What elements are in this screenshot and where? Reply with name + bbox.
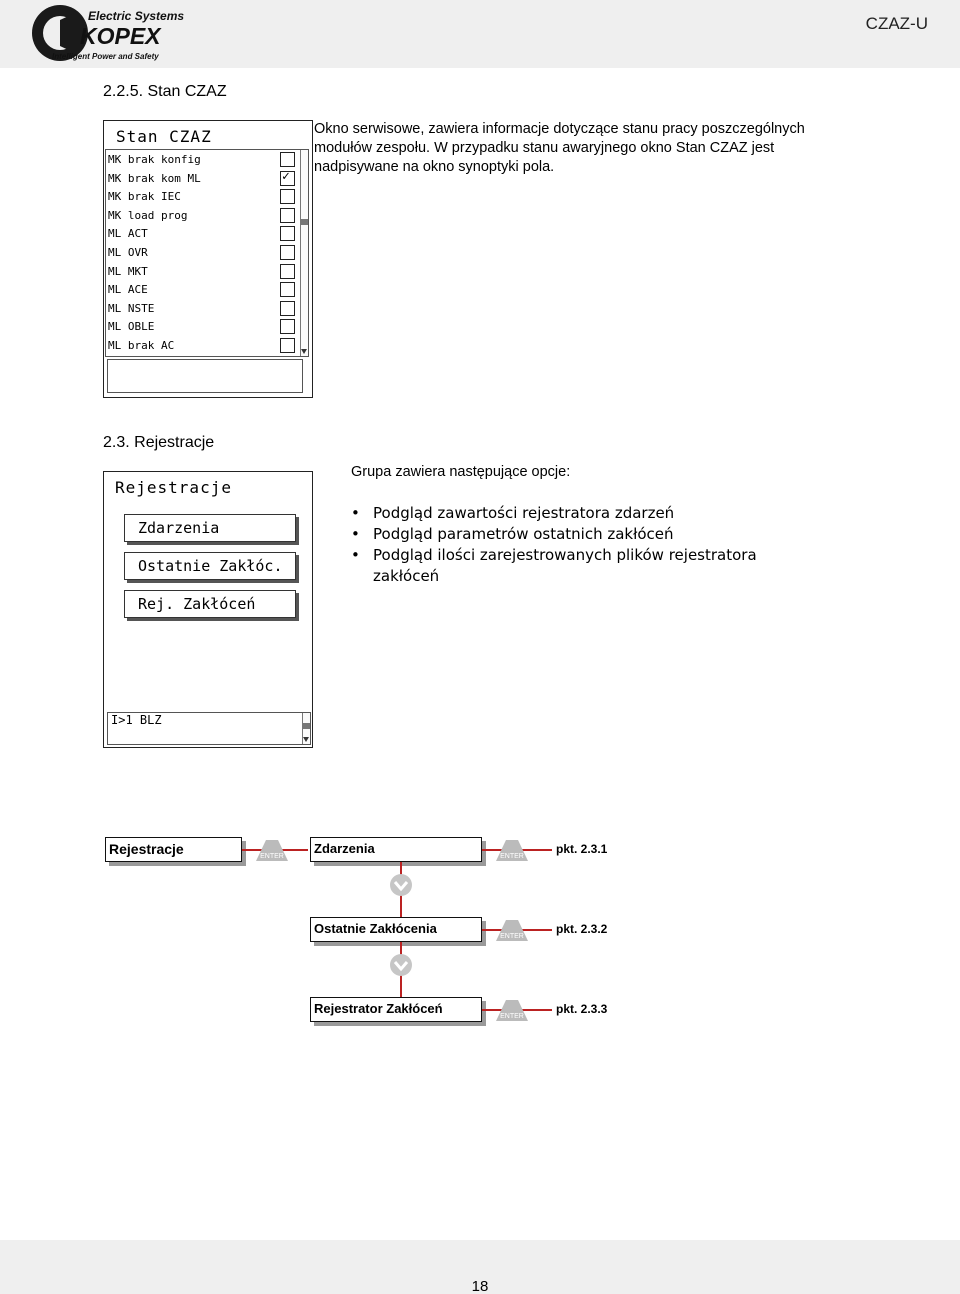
status-row-label: MK brak konfig bbox=[108, 153, 201, 166]
option-item: • Podgląd zawartości rejestratora zdarzeń bbox=[351, 503, 821, 524]
flow-box-ostatnie-zaklocenia: Ostatnie Zakłócenia bbox=[310, 917, 482, 942]
menu-button-zdarzenia[interactable]: Zdarzenia bbox=[124, 514, 296, 542]
status-rows bbox=[104, 151, 314, 361]
svg-text:ENTER: ENTER bbox=[260, 853, 284, 860]
option-item: • Podgląd ilości zarejestrowanych plików rejestratora zakłóceń bbox=[351, 545, 821, 587]
status-checkbox[interactable] bbox=[280, 338, 295, 353]
section-title-rejestracje: 2.3. Rejestracje bbox=[103, 434, 215, 451]
document-code: CZAZ-U bbox=[865, 14, 928, 33]
status-text: I>1 BLZ bbox=[111, 713, 162, 727]
status-row-label: ML NSTE bbox=[108, 301, 155, 315]
status-checkbox[interactable] bbox=[280, 319, 295, 334]
menu-button-ostatnie-zaklocenia[interactable]: Ostatnie Zakłóc. bbox=[124, 552, 296, 580]
enter-key-icon bbox=[490, 918, 534, 942]
status-scrollbar[interactable] bbox=[302, 713, 310, 744]
status-checkbox[interactable] bbox=[280, 208, 295, 223]
enter-key-icon bbox=[250, 838, 294, 862]
kopex-logo bbox=[30, 2, 200, 64]
down-chevron-icon bbox=[389, 873, 413, 897]
reference-pkt-233: pkt. 2.3.3 bbox=[556, 1002, 608, 1016]
logo-line2: Intelligent Power and Safety bbox=[52, 52, 159, 61]
options-list bbox=[351, 503, 821, 587]
status-row-label: ML OVR bbox=[108, 246, 148, 259]
status-checkbox[interactable] bbox=[280, 264, 295, 279]
down-chevron-icon bbox=[389, 953, 413, 977]
status-checkbox[interactable] bbox=[280, 301, 295, 316]
flow-box-rejestracje: Rejestracje bbox=[105, 837, 242, 862]
svg-text:ENTER: ENTER bbox=[500, 853, 524, 860]
option-item: • Podgląd parametrów ostatnich zakłóceń bbox=[351, 524, 821, 545]
svg-text:ENTER: ENTER bbox=[500, 1013, 524, 1020]
reference-pkt-231: pkt. 2.3.1 bbox=[556, 842, 608, 856]
status-row-label: ML ACT bbox=[108, 227, 148, 241]
status-checkbox[interactable] bbox=[280, 226, 295, 241]
screen-title: Rejestracje bbox=[115, 478, 232, 497]
stan-czaz-screen bbox=[103, 120, 313, 398]
enter-key-icon bbox=[490, 998, 534, 1022]
screen-title: Stan CZAZ bbox=[116, 127, 212, 146]
section-title-stan-czaz: 2.2.5. Stan CZAZ bbox=[103, 83, 227, 100]
scroll-thumb[interactable] bbox=[301, 219, 308, 225]
status-checkbox[interactable] bbox=[280, 189, 295, 204]
status-bar bbox=[107, 712, 311, 745]
enter-key-icon bbox=[490, 838, 534, 862]
status-checkbox[interactable] bbox=[280, 282, 295, 297]
status-checkbox[interactable] bbox=[280, 245, 295, 260]
page-number: 18 bbox=[471, 1278, 489, 1294]
options-intro: Grupa zawiera następujące opcje: bbox=[351, 464, 571, 480]
logo-line1: Electric Systems bbox=[88, 9, 185, 23]
status-row-label: MK load prog bbox=[108, 208, 188, 222]
scrollbar[interactable] bbox=[300, 150, 308, 356]
status-checkbox[interactable] bbox=[280, 152, 295, 167]
status-checkbox[interactable] bbox=[280, 171, 295, 186]
status-row-label: ML OBLE bbox=[108, 320, 155, 334]
reference-pkt-232: pkt. 2.3.2 bbox=[556, 922, 608, 936]
status-bar bbox=[107, 359, 303, 393]
status-row-label: ML MKT bbox=[108, 264, 148, 278]
scroll-down-arrow-icon[interactable] bbox=[303, 737, 309, 742]
status-row-label: ML brak AC bbox=[108, 339, 175, 352]
scroll-thumb[interactable] bbox=[303, 723, 310, 729]
svg-text:ENTER: ENTER bbox=[500, 933, 524, 940]
flow-box-rejestrator-zaklocen: Rejestrator Zakłóceń bbox=[310, 997, 482, 1022]
rejestracje-screen bbox=[103, 471, 313, 748]
menu-button-rej-zaklocen[interactable]: Rej. Zakłóceń bbox=[124, 590, 296, 618]
flow-box-zdarzenia: Zdarzenia bbox=[310, 837, 482, 862]
scroll-down-arrow-icon[interactable] bbox=[301, 349, 307, 354]
status-row-label: MK brak IEC bbox=[108, 190, 181, 204]
status-row-label: MK brak kom ML bbox=[108, 171, 201, 185]
status-row-label: ML ACE bbox=[108, 283, 148, 297]
section-paragraph: Okno serwisowe, zawiera informacje dotyczące stanu pracy poszczególnych modułów zespołu. W przypadku stanu awaryjnego okno Stan CZAZ jest nadpisywane na okno synoptyki pola. bbox=[314, 121, 805, 175]
logo-brand: KOPEX bbox=[80, 23, 161, 49]
